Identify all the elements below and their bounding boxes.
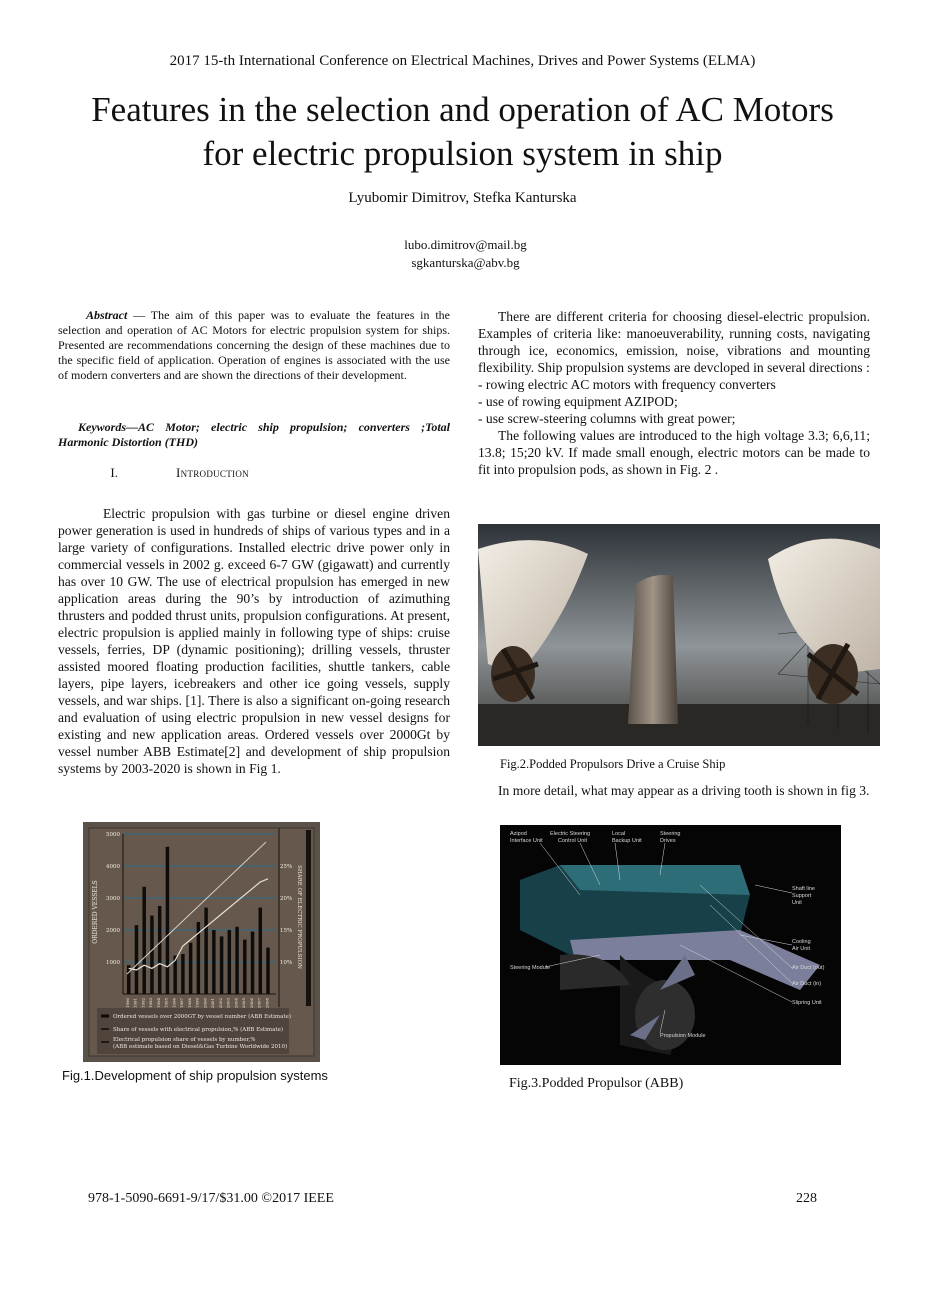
paragraph: There are different criteria for choosing diesel-electric propulsion. Examples of criteria like: manoeuverability, running costs, navigating through ice, economics, emission, noise, vibrations and mounting flexibility. Ship propulsion systems are devcloped in several directions : (478, 309, 870, 375)
x-tick-label: 2006 (248, 997, 254, 1009)
label-steering-control-2: Control Unit (558, 838, 588, 844)
legend-item-2: Share of vessels with electrical propulsion,% (ABB Estimate) (113, 1027, 283, 1033)
label-cooling-1: Cooling (792, 939, 811, 945)
label-shaft-3: Unit (792, 900, 802, 906)
figure-3-caption: Fig.3.Podded Propulsor (ABB) (509, 1076, 684, 1091)
propulsion-chart (83, 822, 320, 1062)
footer-isbn: 978-1-5090-6691-9/17/$31.00 ©2017 IEEE (88, 1191, 334, 1206)
chart-bar (259, 908, 262, 994)
right-column-paragraph (478, 782, 870, 799)
label-duct-in: Air Duct (in) (792, 981, 822, 987)
chart-bar (189, 943, 192, 994)
chart-bar (220, 936, 223, 994)
chart-bar (266, 948, 269, 994)
list-item: - use of rowing equipment AZIPOD; (478, 394, 678, 409)
chart-ylabel: ORDERED VESSELS (92, 880, 99, 944)
y2-tick-label: 25% (280, 864, 293, 870)
chart-bar (204, 908, 207, 994)
section-title: Introduction (176, 465, 249, 480)
x-tick-label: 2007 (256, 997, 262, 1009)
author-emails (0, 236, 925, 272)
label-steering-module: Steering Module (510, 965, 551, 971)
y-tick-label: 3000 (106, 896, 120, 902)
y-tick-label: 5000 (106, 832, 120, 838)
figure-2-caption: Fig.2.Podded Propulsors Drive a Cruise Ship (500, 757, 726, 771)
chart-bar (243, 940, 246, 994)
x-tick-label: 1997 (179, 997, 185, 1009)
chart-bar (235, 927, 238, 994)
label-azipod: Azipod (510, 831, 527, 837)
paragraph: In more detail, what may appear as a driving tooth is shown in fig 3. (498, 783, 870, 798)
paper-title (30, 88, 895, 176)
podded-propulsor-diagram (500, 825, 841, 1065)
label-local-1: Local (612, 831, 626, 837)
authors: Lyubomir Dimitrov, Stefka Kanturska (348, 190, 577, 206)
email-1: lubo.dimitrov@mail.bg (404, 237, 527, 252)
x-tick-label: 2004 (233, 997, 239, 1009)
chart-bar (158, 906, 161, 994)
label-steering-control-1: Electric Steering (550, 831, 591, 837)
label-shaft-1: Shaft line (792, 886, 815, 892)
x-tick-label: 1991 (132, 997, 138, 1009)
label-local-2: Backup Unit (612, 838, 642, 844)
legend-item-1: Ordered vessels over 2000GT by vessel number (ABB Estimate) (113, 1014, 291, 1020)
x-tick-label: 2008 (264, 997, 270, 1009)
abstract-text: — The aim of this paper was to evaluate the features in the selection and operation of AC Motors for electric propulsion system for ships. Presented are recommendations concerning the design of these machines due to the specific field of application. Operation of engines is associated with the use of modern converters and are shown the directions of their development. (58, 308, 450, 382)
chart-bar (127, 965, 130, 994)
chart-bar (181, 954, 184, 994)
x-tick-label: 1993 (148, 997, 154, 1009)
label-slipring: Slipring Unit (792, 1000, 822, 1006)
chart-bar (135, 925, 138, 994)
label-drives-2: Drives (660, 838, 676, 844)
figure-1-caption: Fig.1.Development of ship propulsion systems (62, 1068, 328, 1083)
figure-1 (83, 822, 320, 1062)
y-tick-label: 1000 (106, 960, 120, 966)
title-line-2: for electric propulsion system in ship (202, 134, 723, 173)
chart-bar (142, 887, 145, 994)
list-item: - use screw-steering columns with great power; (478, 411, 736, 426)
label-interface: Interface Unit (510, 838, 543, 844)
x-tick-label: 2001 (210, 997, 216, 1009)
chart-bar (166, 847, 169, 994)
paragraph: Electric propulsion with gas turbine or diesel engine driven power generation is used in hundreds of ships of various types and in a large variety of configurations. Installed electric drive power only in commercial vessels in 2002 g. exceed 6-7 GW (gigawatt) and currently has over 10 GW. The use of electrical propulsion has emerged in new application areas during the 90’s by introduction of azimuthing thrusters and podded thrust units, propulsion configurations. At present, electric propulsion is applied mainly in following type of ships: cruise vessels, ferries, DP (dynamic positioning); drilling vessels, thruster assisted moored floating production facilities, shuttle tankers, cable layers, pipe layers, icebreakers and other ice going vessels, supply vessels, and war ships. [1]. There is also a significant on-going research and evaluation of using electric propulsion in new vessel designs for existing and new application areas. Ordered vessels over 2000Gt by vessel number ABB Estimate[2] and development of ship propulsion systems by 2003-2020 is shown in Fig 1. (58, 506, 450, 776)
label-cooling-2: Air Unit (792, 946, 811, 952)
right-column-text (478, 308, 870, 478)
chart-bar (150, 916, 153, 994)
email-2: sgkanturska@abv.bg (411, 255, 520, 270)
chart-bar (212, 930, 215, 994)
x-tick-label: 1996 (171, 997, 177, 1009)
section-number: I. (110, 465, 118, 480)
label-drives-1: Steering (660, 831, 681, 837)
paragraph: The following values are introduced to the high voltage 3.3; 6,6,11; 13.8; 15;20 kV. If made small enough, electric motors can be made to fit into propulsion pods, as shown in Fig. 2 . (478, 428, 870, 477)
x-tick-label: 2005 (241, 997, 247, 1009)
legend-item-3: Electrical propulsion share of vessels by number,% (ABB estimate based on Diesel&Gas Turbine Worldwide 2010) (113, 1037, 288, 1050)
chart-bar (228, 930, 231, 994)
x-tick-label: 1990 (125, 997, 130, 1009)
x-tick-label: 2000 (202, 997, 208, 1009)
label-duct-out: Air Duct (out) (792, 965, 825, 971)
x-tick-label: 1994 (155, 997, 161, 1009)
x-tick-label: 1998 (186, 997, 192, 1009)
cruise-ship-pods-illustration (478, 524, 880, 746)
keywords: Keywords—AC Motor; electric ship propulsion; converters ;Total Harmonic Distortion (THD) (58, 420, 450, 449)
x-tick-label: 2003 (225, 997, 231, 1009)
abstract (58, 308, 450, 383)
list-item: - rowing electric AC motors with frequency converters (478, 377, 776, 392)
section-heading (58, 465, 450, 481)
introduction-body (58, 505, 450, 777)
abstract-label: Abstract (86, 308, 128, 322)
figure-3-diagram (500, 825, 841, 1065)
x-tick-label: 1995 (163, 997, 169, 1009)
x-tick-label: 1999 (194, 997, 200, 1009)
x-tick-label: 1992 (140, 997, 146, 1009)
label-propulsion-module: Propulsion Module (660, 1033, 706, 1039)
y-tick-label: 2000 (106, 928, 120, 934)
page-number: 228 (796, 1191, 817, 1206)
y2-tick-label: 15% (280, 928, 293, 934)
y2-tick-label: 10% (280, 960, 293, 966)
figure-2-photo (478, 524, 880, 746)
y-tick-label: 4000 (106, 864, 120, 870)
y2-tick-label: 20% (280, 896, 293, 902)
conference-header: 2017 15-th International Conference on Electrical Machines, Drives and Power Systems (ELMA) (169, 53, 756, 69)
x-tick-label: 2002 (217, 997, 223, 1009)
chart-y2label: SHARE OF ELECTRIC PROPULSION (296, 865, 302, 969)
title-line-1: Features in the selection and operation of AC Motors (91, 90, 834, 129)
label-shaft-2: Support (792, 893, 812, 899)
chart-bar (251, 932, 254, 994)
